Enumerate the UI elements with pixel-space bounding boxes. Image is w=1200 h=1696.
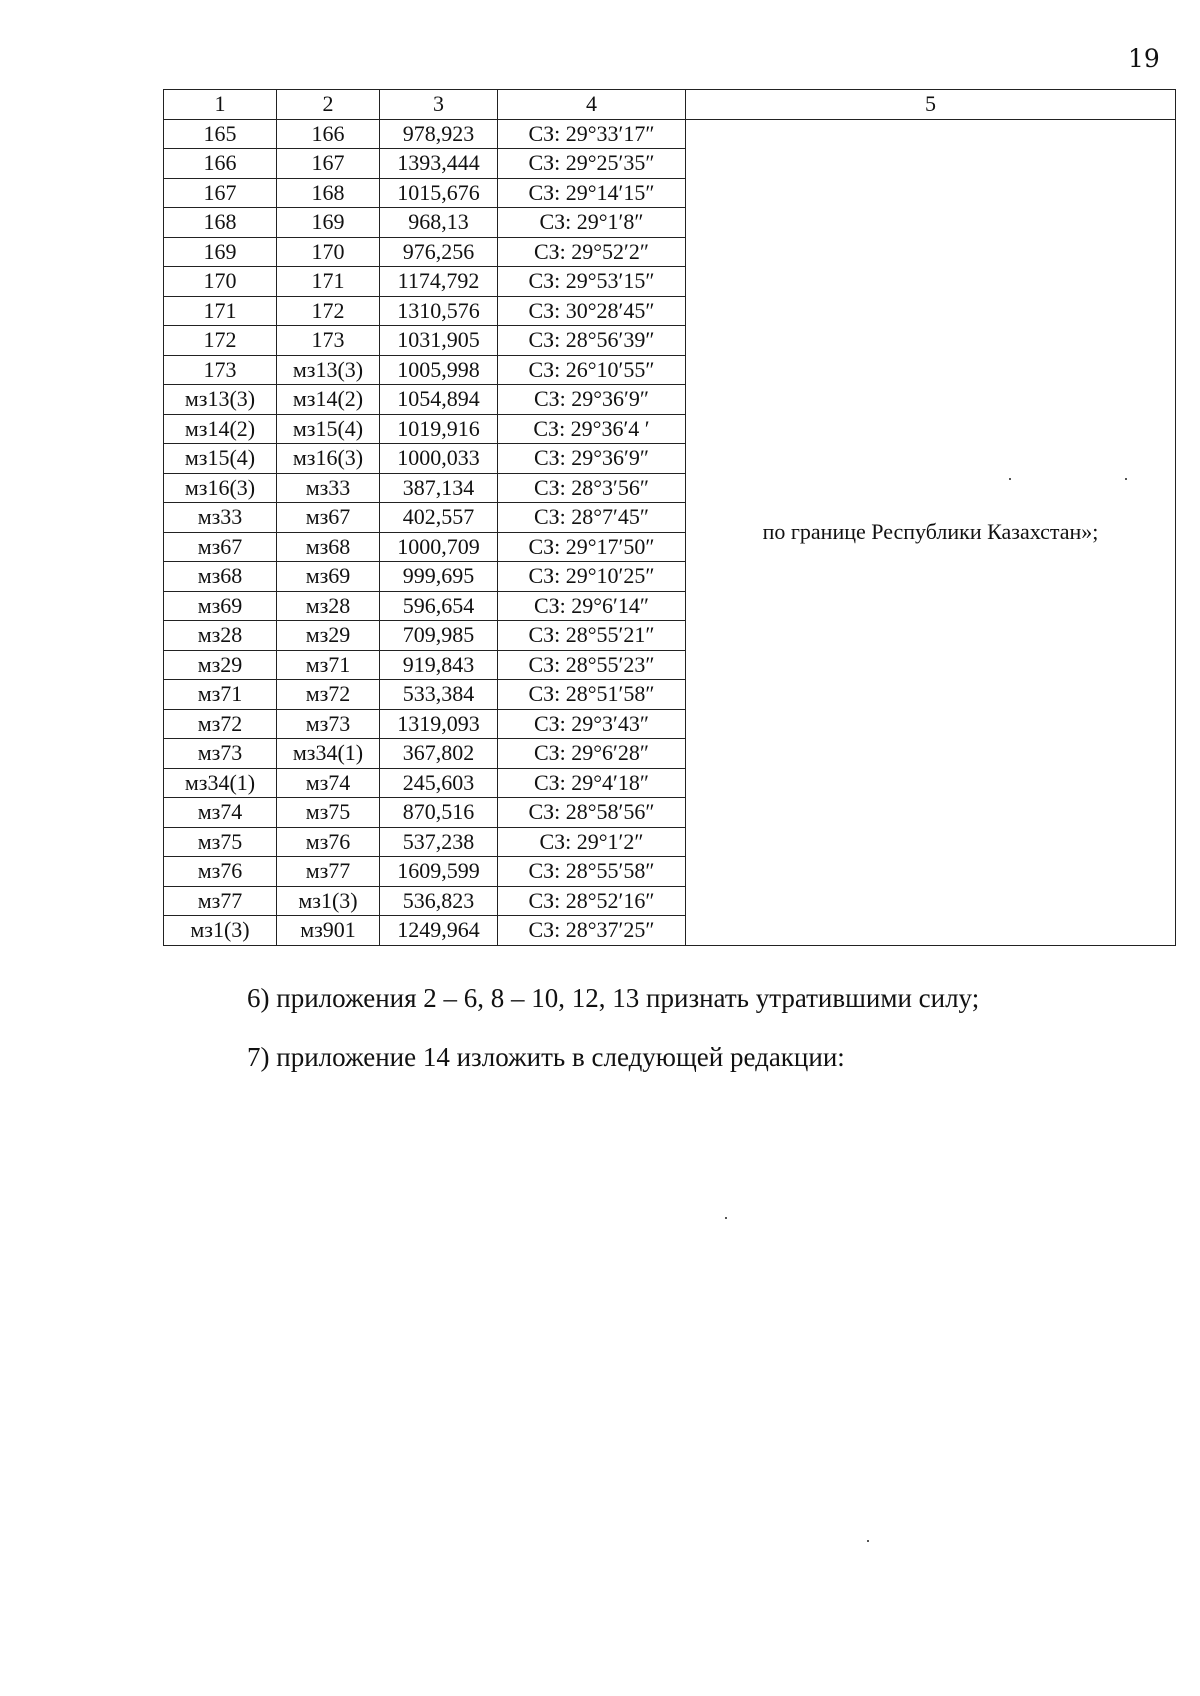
table-cell: мз72: [164, 709, 277, 739]
table-cell: СЗ: 26°10′55″: [498, 355, 686, 385]
table-cell: 172: [164, 326, 277, 356]
table-cell: СЗ: 29°52′2″: [498, 237, 686, 267]
table-cell: СЗ: 28°55′58″: [498, 857, 686, 887]
table-cell: мз33: [277, 473, 380, 503]
table-cell: мз69: [164, 591, 277, 621]
table-cell: 537,238: [380, 827, 498, 857]
table-cell: 1015,676: [380, 178, 498, 208]
table-cell: 1249,964: [380, 916, 498, 946]
table-cell: СЗ: 30°28′45″: [498, 296, 686, 326]
table-cell: 1319,093: [380, 709, 498, 739]
table-cell: СЗ: 28°3′56″: [498, 473, 686, 503]
table-cell: 1019,916: [380, 414, 498, 444]
column-header: 1: [164, 90, 277, 120]
table-cell: 170: [277, 237, 380, 267]
table-cell: 870,516: [380, 798, 498, 828]
table-cell: СЗ: 28°58′56″: [498, 798, 686, 828]
table-cell: 533,384: [380, 680, 498, 710]
table-cell: мз76: [164, 857, 277, 887]
table-cell: мз16(3): [277, 444, 380, 474]
table-cell: СЗ: 28°56′39″: [498, 326, 686, 356]
table-cell: 536,823: [380, 886, 498, 916]
page-number: 19: [1128, 44, 1160, 73]
table-cell: мз67: [277, 503, 380, 533]
table-cell: мз1(3): [164, 916, 277, 946]
table-cell: мз77: [164, 886, 277, 916]
table-cell: СЗ: 29°25′35″: [498, 149, 686, 179]
table-cell: 1000,033: [380, 444, 498, 474]
table-cell: 173: [277, 326, 380, 356]
table-cell: мз76: [277, 827, 380, 857]
table-cell: 976,256: [380, 237, 498, 267]
table-cell: 596,654: [380, 591, 498, 621]
table-cell: мз34(1): [164, 768, 277, 798]
scan-speck: [867, 1540, 869, 1542]
table-cell: мз15(4): [164, 444, 277, 474]
table-cell: мз67: [164, 532, 277, 562]
table-cell: мз75: [164, 827, 277, 857]
table-cell: 1174,792: [380, 267, 498, 297]
table-cell: 968,13: [380, 208, 498, 238]
table-cell: мз28: [164, 621, 277, 651]
table-cell: СЗ: 29°1′8″: [498, 208, 686, 238]
table-cell: 166: [164, 149, 277, 179]
boundary-table: [163, 89, 1176, 946]
table-cell: 167: [164, 178, 277, 208]
table-cell: 171: [164, 296, 277, 326]
table-cell: СЗ: 29°1′2″: [498, 827, 686, 857]
table-cell: мз28: [277, 591, 380, 621]
column-header: 2: [277, 90, 380, 120]
table-cell: мз71: [277, 650, 380, 680]
table-cell: мз34(1): [277, 739, 380, 769]
table-cell: мз13(3): [164, 385, 277, 415]
table-cell: 1005,998: [380, 355, 498, 385]
table-cell: СЗ: 29°6′14″: [498, 591, 686, 621]
table-cell: мз74: [164, 798, 277, 828]
table-cell: СЗ: 28°52′16″: [498, 886, 686, 916]
table-cell: мз68: [277, 532, 380, 562]
table-row: [164, 119, 1176, 149]
table-cell: мз16(3): [164, 473, 277, 503]
table-cell: мз13(3): [277, 355, 380, 385]
column-header: 3: [380, 90, 498, 120]
table-cell: мз29: [277, 621, 380, 651]
table-cell: 172: [277, 296, 380, 326]
table-cell: 169: [164, 237, 277, 267]
table-cell: мз901: [277, 916, 380, 946]
table-cell: мз72: [277, 680, 380, 710]
table-cell: СЗ: 29°53′15″: [498, 267, 686, 297]
table-cell: 999,695: [380, 562, 498, 592]
table-cell: СЗ: 29°6′28″: [498, 739, 686, 769]
paragraph-7: 7) приложение 14 изложить в следующей редакции:: [247, 1042, 845, 1072]
table-cell: мз71: [164, 680, 277, 710]
table-cell: 1000,709: [380, 532, 498, 562]
table-cell: СЗ: 28°55′23″: [498, 650, 686, 680]
column-header: 4: [498, 90, 686, 120]
table-cell: СЗ: 29°14′15″: [498, 178, 686, 208]
table-cell: мз73: [277, 709, 380, 739]
table-cell: мз75: [277, 798, 380, 828]
table-cell: 978,923: [380, 119, 498, 149]
table-cell: мз68: [164, 562, 277, 592]
table-cell: 367,802: [380, 739, 498, 769]
table-cell: 245,603: [380, 768, 498, 798]
table-cell: 170: [164, 267, 277, 297]
table-cell: мз15(4): [277, 414, 380, 444]
table-cell: СЗ: 29°33′17″: [498, 119, 686, 149]
table-cell: 169: [277, 208, 380, 238]
table-cell: СЗ: 29°10′25″: [498, 562, 686, 592]
table-cell: СЗ: 29°4′18″: [498, 768, 686, 798]
table-cell: СЗ: 29°36′9″: [498, 444, 686, 474]
table-cell: мз14(2): [277, 385, 380, 415]
table-cell: 1031,905: [380, 326, 498, 356]
table-cell: СЗ: 28°7′45″: [498, 503, 686, 533]
table-cell: 1609,599: [380, 857, 498, 887]
table-cell: СЗ: 28°51′58″: [498, 680, 686, 710]
table-cell: мз29: [164, 650, 277, 680]
table-cell: мз14(2): [164, 414, 277, 444]
table-cell: СЗ: 29°36′9″: [498, 385, 686, 415]
table-cell: 919,843: [380, 650, 498, 680]
table-cell: 167: [277, 149, 380, 179]
table-cell: мз33: [164, 503, 277, 533]
table-cell: 165: [164, 119, 277, 149]
table-cell: мз73: [164, 739, 277, 769]
table-cell: мз69: [277, 562, 380, 592]
table-cell: СЗ: 29°17′50″: [498, 532, 686, 562]
table-cell: СЗ: 28°55′21″: [498, 621, 686, 651]
table-cell: 166: [277, 119, 380, 149]
paragraph-6: 6) приложения 2 – 6, 8 – 10, 12, 13 признать утратившими силу;: [247, 983, 980, 1013]
table-cell: мз1(3): [277, 886, 380, 916]
table-header-row: [164, 90, 1176, 120]
column-header: 5: [686, 90, 1176, 120]
table-cell: 1054,894: [380, 385, 498, 415]
table-cell: 168: [164, 208, 277, 238]
table-cell: 402,557: [380, 503, 498, 533]
table-cell: мз74: [277, 768, 380, 798]
scan-speck: [725, 1217, 727, 1219]
table-cell: СЗ: 29°36′4 ′: [498, 414, 686, 444]
table-cell: 173: [164, 355, 277, 385]
table-cell: 387,134: [380, 473, 498, 503]
table-cell: 171: [277, 267, 380, 297]
table-cell: СЗ: 28°37′25″: [498, 916, 686, 946]
table-cell: 709,985: [380, 621, 498, 651]
table-cell: СЗ: 29°3′43″: [498, 709, 686, 739]
scan-speck: [1125, 478, 1127, 480]
table-cell: мз77: [277, 857, 380, 887]
table-cell: 1310,576: [380, 296, 498, 326]
boundary-note-cell: по границе Республики Казахстан»;: [686, 119, 1176, 945]
scan-speck: [1009, 478, 1011, 480]
table-cell: 1393,444: [380, 149, 498, 179]
table-cell: 168: [277, 178, 380, 208]
